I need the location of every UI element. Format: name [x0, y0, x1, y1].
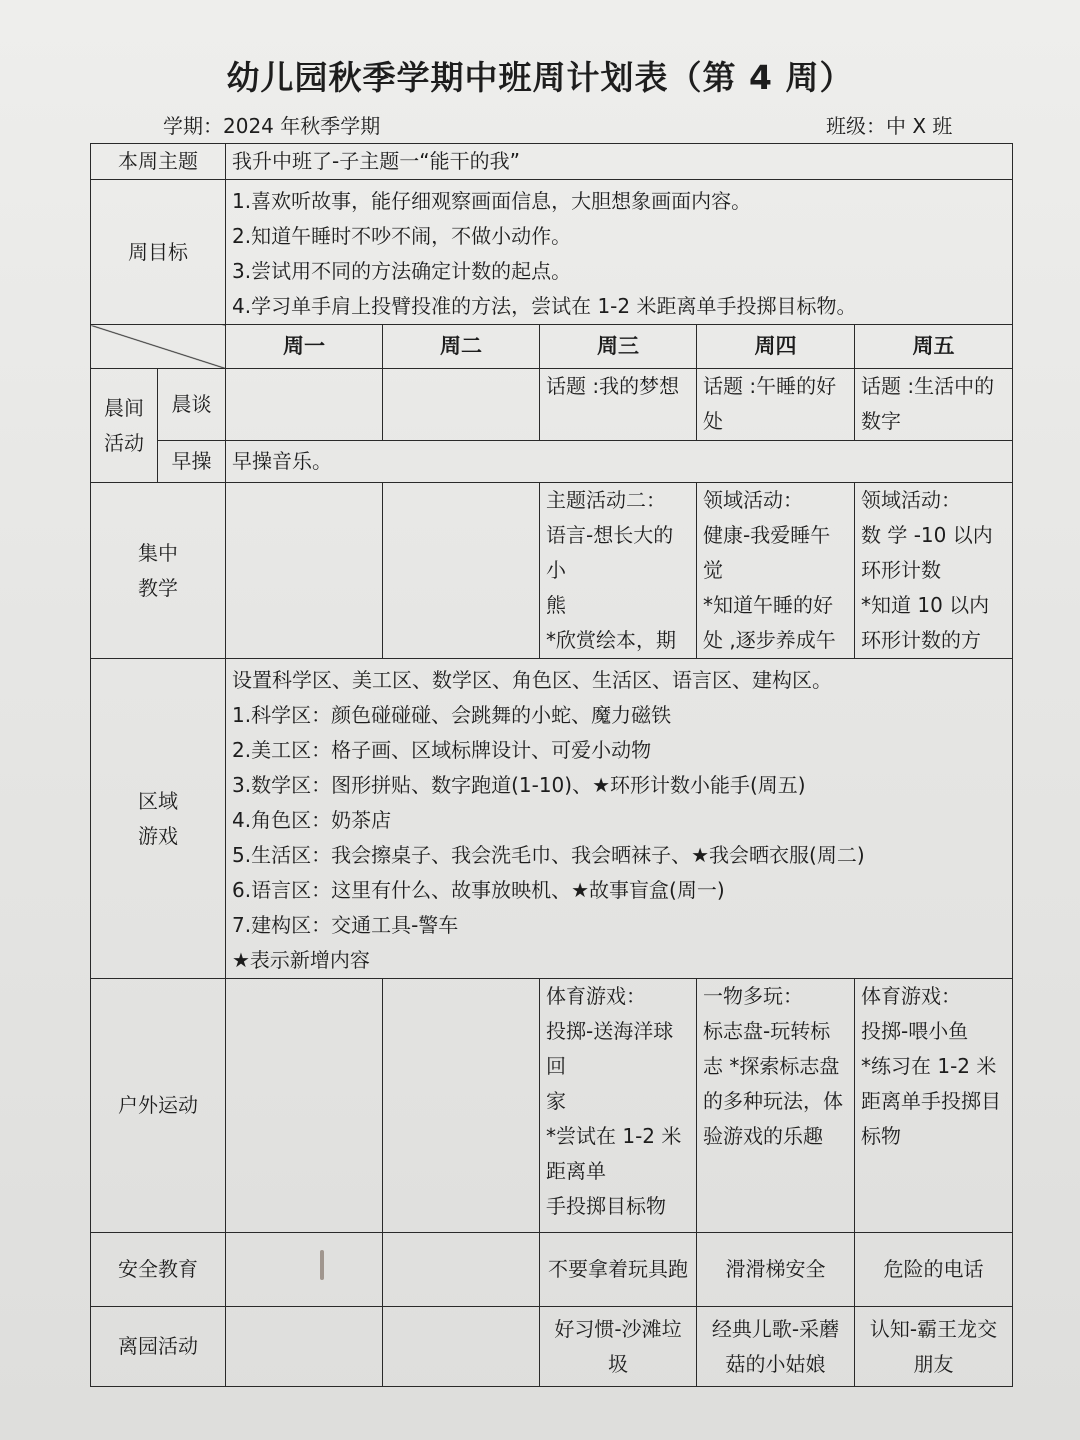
goal-item: 2.知道午睡时不吵不闹，不做小动作。 [232, 224, 572, 248]
leaving-label: 离园活动 [91, 1307, 226, 1387]
outdoor-fri: 体育游戏： 投掷-喂小鱼 *练习在 1-2 米距离单手投掷目标物 [855, 979, 1013, 1233]
area-game-line: ★表示新增内容 [232, 948, 370, 972]
leaving-thu: 经典儿歌-采蘑菇的小姑娘 [697, 1307, 855, 1387]
teaching-row [91, 483, 1013, 659]
leaving-fri: 认知-霸王龙交朋友 [855, 1307, 1013, 1387]
teaching-label: 集中 教学 [91, 483, 226, 659]
morning-talk-fri: 话题 :生活中的数字 [855, 369, 1013, 441]
morning-talk-row [91, 369, 1013, 441]
weekly-plan-table [90, 143, 1013, 1387]
safety-thu: 滑滑梯安全 [697, 1233, 855, 1307]
teaching-tue [383, 483, 540, 659]
goals-row [91, 180, 1013, 325]
area-games-label: 区域 游戏 [91, 659, 226, 979]
goals-label: 周目标 [91, 180, 226, 325]
teaching-wed: 主题活动二： 语言-想长大的小 熊 *欣赏绘本，期 [540, 483, 697, 659]
class-label: 班级：中 X 班 [826, 114, 953, 138]
morning-talk-label: 晨谈 [158, 369, 226, 441]
morning-exercise-value: 早操音乐。 [226, 441, 1013, 483]
area-game-line: 4.角色区：奶茶店 [232, 808, 392, 832]
theme-value: 我升中班了-子主题一“能干的我” [226, 144, 1013, 180]
pen-mark [320, 1250, 324, 1280]
goal-item: 3.尝试用不同的方法确定计数的起点。 [232, 259, 572, 283]
leaving-row [91, 1307, 1013, 1387]
outdoor-tue [383, 979, 540, 1233]
page-title: 幼儿园秋季学期中班周计划表（第 4 周） [226, 58, 854, 97]
morning-label: 晨间 活动 [91, 369, 158, 483]
morning-exercise-row [91, 441, 1013, 483]
morning-talk-wed: 话题 :我的梦想 [540, 369, 697, 441]
area-game-line: 1.科学区：颜色碰碰碰、会跳舞的小蛇、魔力磁铁 [232, 703, 672, 727]
safety-tue [383, 1233, 540, 1307]
area-game-line: 设置科学区、美工区、数学区、角色区、生活区、语言区、建构区。 [232, 668, 832, 692]
day-header-mon: 周一 [226, 325, 383, 369]
area-game-line: 3.数学区：图形拼贴、数字跑道(1-10)、★环形计数小能手(周五) [232, 773, 806, 797]
teaching-mon [226, 483, 383, 659]
area-game-line: 7.建构区：交通工具-警车 [232, 913, 459, 937]
outdoor-mon [226, 979, 383, 1233]
day-header-fri: 周五 [855, 325, 1013, 369]
teaching-fri: 领域活动： 数 学 -10 以内环形计数 *知道 10 以内环形计数的方 [855, 483, 1013, 659]
goal-item: 4.学习单手肩上投臂投准的方法，尝试在 1-2 米距离单手投掷目标物。 [232, 294, 857, 318]
safety-mon [226, 1233, 383, 1307]
area-games-row [91, 659, 1013, 979]
leaving-mon [226, 1307, 383, 1387]
safety-fri: 危险的电话 [855, 1233, 1013, 1307]
outdoor-label: 户外运动 [91, 979, 226, 1233]
goals-list [226, 180, 1013, 325]
morning-talk-tue [383, 369, 540, 441]
morning-talk-thu: 话题 :午睡的好处 [697, 369, 855, 441]
safety-row [91, 1233, 1013, 1307]
leaving-wed: 好习惯-沙滩垃圾 [540, 1307, 697, 1387]
goal-item: 1.喜欢听故事，能仔细观察画面信息，大胆想象画面内容。 [232, 189, 752, 213]
area-game-line: 2.美工区：格子画、区域标牌设计、可爱小动物 [232, 738, 652, 762]
day-header-tue: 周二 [383, 325, 540, 369]
area-game-line: 5.生活区：我会擦桌子、我会洗毛巾、我会晒袜子、★我会晒衣服(周二) [232, 843, 865, 867]
teaching-thu: 领域活动： 健康-我爱睡午觉 *知道午睡的好处 ,逐步养成午 [697, 483, 855, 659]
area-game-line: 6.语言区：这里有什么、故事放映机、★故事盲盒(周一) [232, 878, 725, 902]
safety-label: 安全教育 [91, 1233, 226, 1307]
leaving-tue [383, 1307, 540, 1387]
morning-talk-mon [226, 369, 383, 441]
outdoor-thu: 一物多玩： 标志盘-玩转标志 *探索标志盘的多种玩法，体验游戏的乐趣 [697, 979, 855, 1233]
semester-label: 学期：2024 年秋季学期 [163, 114, 381, 138]
theme-row [91, 144, 1013, 180]
safety-wed: 不要拿着玩具跑 [540, 1233, 697, 1307]
theme-label: 本周主题 [91, 144, 226, 180]
morning-exercise-label: 早操 [158, 441, 226, 483]
day-header-wed: 周三 [540, 325, 697, 369]
outdoor-row [91, 979, 1013, 1233]
area-games-list [226, 659, 1013, 979]
outdoor-wed: 体育游戏： 投掷-送海洋球回 家 *尝试在 1-2 米距离单 手投掷目标物 [540, 979, 697, 1233]
day-header-thu: 周四 [697, 325, 855, 369]
day-header-row [91, 325, 1013, 369]
diagonal-header-cell [91, 325, 226, 369]
